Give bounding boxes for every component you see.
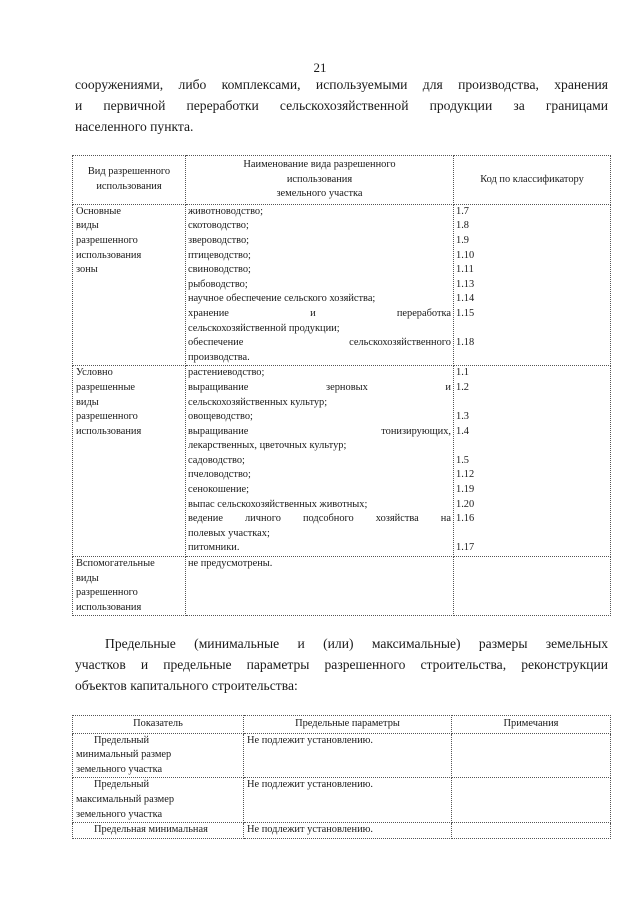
use-type-line: виды	[76, 572, 99, 584]
use-name-line: производства.	[188, 351, 250, 363]
code-value: 1.3	[456, 411, 469, 423]
use-name-line: научное обеспечение сельского хозяйства;	[188, 293, 376, 305]
header-indicator: Показатель	[73, 716, 244, 734]
table-row	[73, 557, 611, 616]
indicator-line: Предельная минимальная	[94, 824, 208, 836]
page-number: 21	[313, 60, 327, 75]
code-value: 1.2	[456, 381, 469, 393]
header-code: Код по классификатору	[454, 156, 611, 205]
use-name-cell	[186, 557, 454, 616]
use-type-line: Основные	[76, 205, 121, 217]
code-value: 1.20	[456, 498, 475, 510]
use-type-line: виды	[76, 396, 99, 408]
limits-line: участков и предельные параметры разрешенного строительства, реконструкции	[75, 657, 608, 672]
use-type-line: разрешенного	[76, 234, 138, 246]
indicator-cell	[73, 823, 244, 839]
use-name-line: садоводство;	[188, 454, 245, 466]
intro-line: сооружениями, либо комплексами, используемыми для производства, хранения	[75, 77, 608, 92]
use-name-line: полевых участках;	[188, 527, 270, 539]
code-cell	[454, 204, 611, 366]
code-cell	[454, 557, 611, 616]
code-value: 1.8	[456, 220, 469, 232]
use-type-line: зоны	[76, 264, 98, 276]
use-type-line: Условно	[76, 367, 113, 379]
use-type-cell	[73, 557, 186, 616]
use-name-line: овощеводство;	[188, 411, 253, 423]
use-type-line: использования	[76, 249, 142, 261]
table-header-row	[73, 716, 611, 734]
land-use-table	[72, 155, 611, 616]
code-value: 1.16	[456, 513, 475, 525]
table-row	[73, 366, 611, 557]
use-name-cell	[186, 366, 454, 557]
use-name-line: рыбоводство;	[188, 278, 248, 290]
code-value: 1.11	[456, 264, 474, 276]
code-value: 1.14	[456, 293, 475, 305]
code-value: 1.4	[456, 425, 469, 437]
use-name-line: пчеловодство;	[188, 469, 251, 481]
code-value: 1.1	[456, 367, 469, 379]
table-row	[73, 778, 611, 823]
table-row	[73, 733, 611, 778]
table-row	[73, 823, 611, 839]
use-name-line: обеспечение сельскохозяйственного	[188, 337, 451, 349]
code-value: 1.12	[456, 469, 475, 481]
note-cell	[452, 733, 611, 778]
use-name-cell	[186, 204, 454, 366]
use-name-line: свиноводство;	[188, 264, 251, 276]
use-name-line: питомники.	[188, 542, 240, 554]
code-value: 1.5	[456, 454, 469, 466]
indicator-cell	[73, 778, 244, 823]
indicator-line: Предельный	[94, 779, 150, 791]
code-cell	[454, 366, 611, 557]
code-value: 1.18	[456, 337, 475, 349]
code-value	[456, 439, 608, 454]
parameter-value: Не подлежит установлению.	[244, 778, 452, 823]
limits-line: объектов капитального строительства:	[75, 678, 298, 693]
use-type-line: разрешенного	[76, 411, 138, 423]
use-type-line: использования	[76, 601, 142, 613]
code-value	[456, 396, 608, 411]
table-header-row	[73, 156, 611, 205]
indicator-line: максимальный размер	[76, 793, 175, 805]
use-name-line: птицеводство;	[188, 249, 251, 261]
indicator-cell	[73, 733, 244, 778]
use-name-line: звероводство;	[188, 234, 250, 246]
code-value: 1.9	[456, 234, 469, 246]
indicator-line: земельного участка	[76, 763, 163, 775]
use-name-line: лекарственных, цветочных культур;	[188, 440, 347, 452]
use-type-line: виды	[76, 220, 99, 232]
code-value: 1.15	[456, 307, 475, 319]
header-parameters: Предельные параметры	[244, 716, 452, 734]
use-type-cell	[73, 204, 186, 366]
code-value: 1.19	[456, 484, 475, 496]
use-name-line: ведение личного подсобного хозяйства на	[188, 513, 451, 525]
indicator-line: Предельный	[94, 734, 150, 746]
use-type-line: разрешенного	[76, 587, 138, 599]
limits-line: Предельные (минимальные и (или) максимальные) размеры земельных	[105, 636, 608, 651]
header-notes: Примечания	[452, 716, 611, 734]
code-value: 1.13	[456, 278, 475, 290]
limits-paragraph	[75, 633, 608, 696]
intro-line: и первичной переработки сельскохозяйственной продукции за границами	[75, 98, 608, 113]
code-value: 1.7	[456, 205, 469, 217]
intro-paragraph	[75, 74, 608, 137]
indicator-line: минимальный размер	[76, 749, 172, 761]
use-name-line: выпас сельскохозяйственных животных;	[188, 498, 368, 510]
code-value: 1.17	[456, 542, 475, 554]
use-name-line: выращивание тонизирующих,	[188, 425, 451, 437]
use-type-cell	[73, 366, 186, 557]
use-name-line: выращивание зерновых и	[188, 381, 451, 393]
use-name-line: растениеводство;	[188, 367, 265, 379]
intro-line: населенного пункта.	[75, 119, 194, 134]
use-type-line: разрешенные	[76, 381, 136, 393]
use-name-line: не предусмотрены.	[188, 558, 273, 570]
note-cell	[452, 778, 611, 823]
header-use-type: Вид разрешенного использования	[73, 156, 186, 205]
code-value	[456, 527, 608, 542]
note-cell	[452, 823, 611, 839]
indicator-line: земельного участка	[76, 808, 163, 820]
header-use-name: Наименование вида разрешенного использования земельного участка	[186, 156, 454, 205]
use-type-line: Вспомогательные	[76, 558, 155, 570]
use-name-line: хранение и переработка	[188, 307, 451, 319]
table-row	[73, 204, 611, 366]
code-value	[456, 351, 608, 366]
parameter-value: Не подлежит установлению.	[244, 733, 452, 778]
parameter-value: Не подлежит установлению.	[244, 823, 452, 839]
use-name-line: сенокошение;	[188, 484, 250, 496]
use-type-line: использования	[76, 425, 142, 437]
use-name-line: скотоводство;	[188, 220, 249, 232]
code-value	[456, 322, 608, 337]
use-name-line: сельскохозяйственной продукции;	[188, 322, 340, 334]
limits-table	[72, 715, 611, 839]
code-value: 1.10	[456, 249, 475, 261]
use-name-line: сельскохозяйственных культур;	[188, 396, 328, 408]
use-name-line: животноводство;	[188, 205, 264, 217]
